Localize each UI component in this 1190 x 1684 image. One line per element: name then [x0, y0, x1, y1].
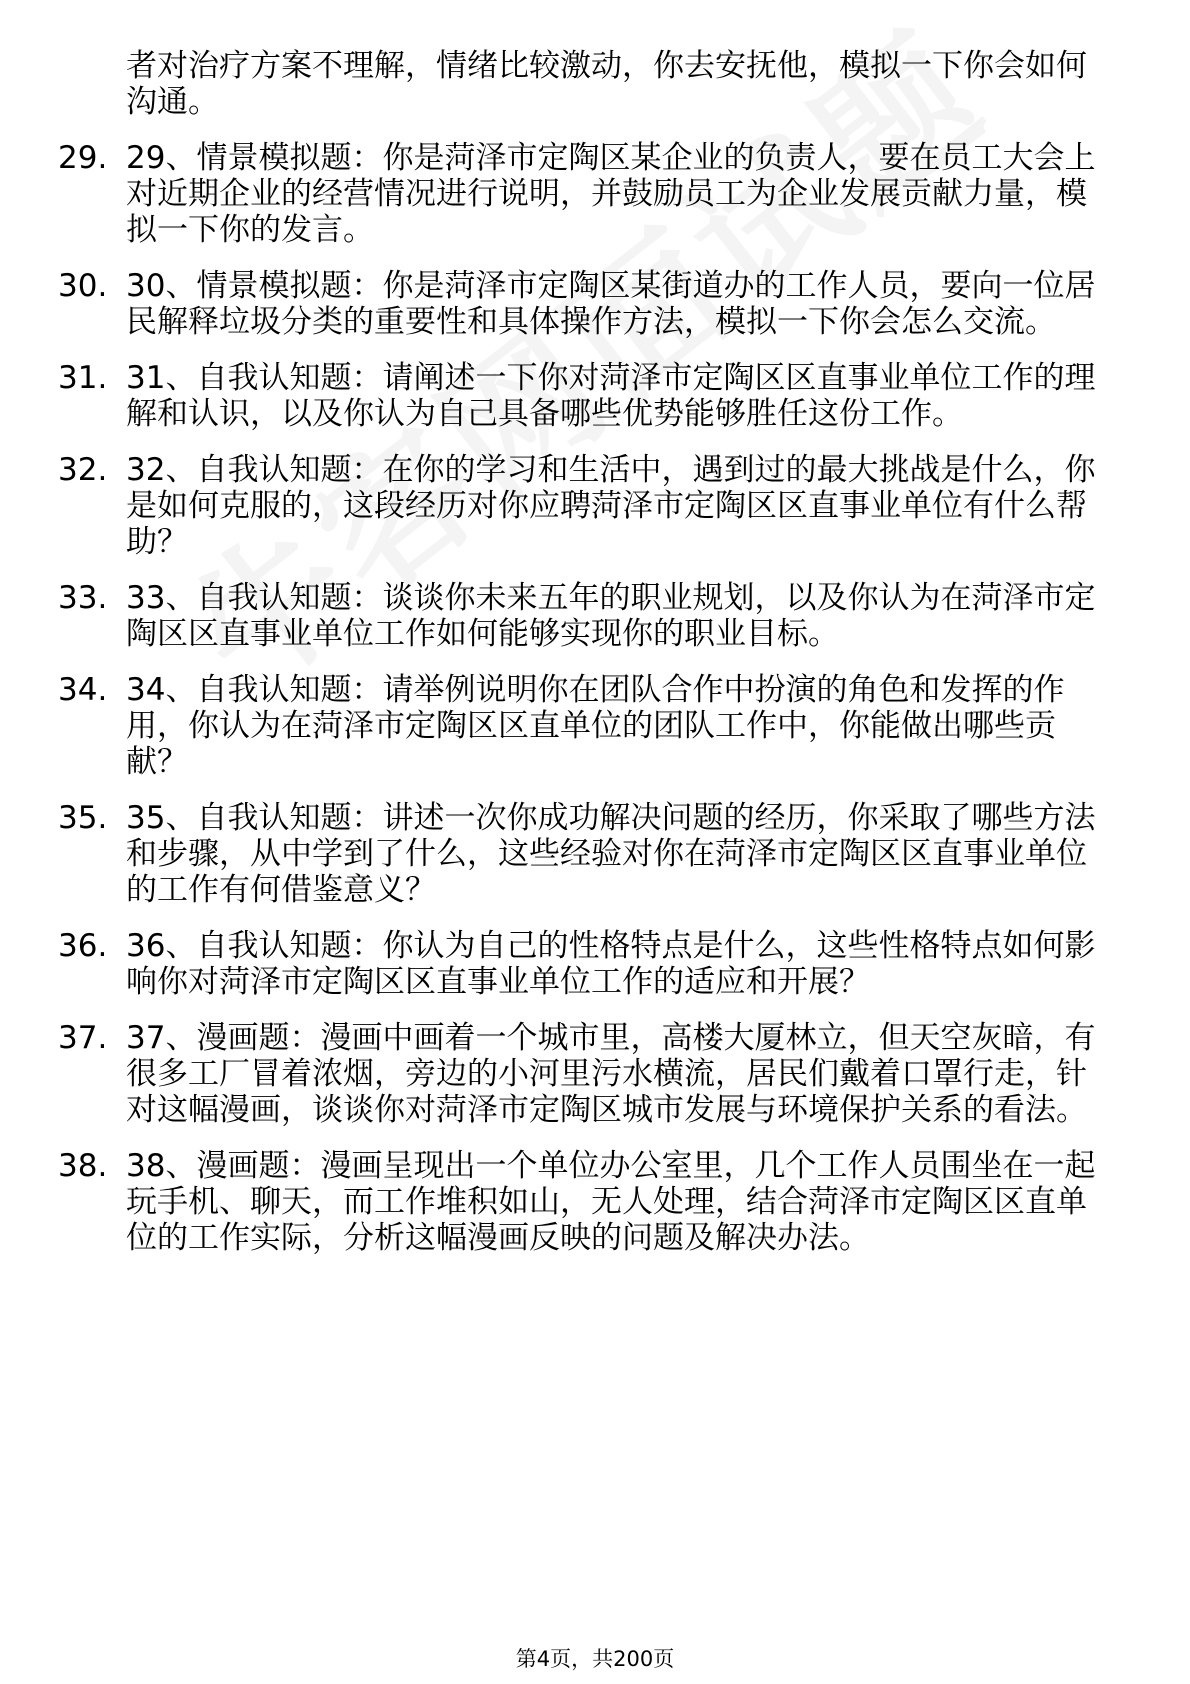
question-number: 37.	[58, 1020, 108, 1056]
question-number: 31.	[58, 360, 108, 396]
question-number: 30.	[58, 268, 108, 304]
question-text: 31、自我认知题：请阐述一下你对菏泽市定陶区区直事业单位工作的理解和认识，以及你认为自己具备哪些优势能够胜任这份工作。	[126, 360, 1096, 432]
question-item	[0, 360, 1108, 432]
question-number: 38.	[58, 1148, 108, 1184]
question-text: 35、自我认知题：讲述一次你成功解决问题的经历，你采取了哪些方法和步骤，从中学到了什么，这些经验对你在菏泽市定陶区区直事业单位的工作有何借鉴意义？	[126, 800, 1096, 908]
page-footer: 第4页，共200页	[515, 1647, 675, 1671]
question-text: 30、情景模拟题：你是菏泽市定陶区某街道办的工作人员，要向一位居民解释垃圾分类的重要性和具体操作方法，模拟一下你会怎么交流。	[126, 268, 1096, 340]
question-item	[0, 1148, 1108, 1256]
question-item	[0, 1020, 1108, 1128]
question-number: 36.	[58, 928, 108, 964]
question-text: 32、自我认知题：在你的学习和生活中，遇到过的最大挑战是什么，你是如何克服的，这段经历对你应聘菏泽市定陶区区直事业单位有什么帮助？	[126, 452, 1096, 560]
question-item	[0, 452, 1108, 560]
question-item	[0, 140, 1108, 248]
question-text: 34、自我认知题：请举例说明你在团队合作中扮演的角色和发挥的作用，你认为在菏泽市定陶区区直单位的团队工作中，你能做出哪些贡献？	[126, 672, 1065, 780]
question-item	[0, 268, 1108, 340]
question-item	[0, 672, 1108, 780]
question-text: 37、漫画题：漫画中画着一个城市里，高楼大厦林立，但天空灰暗，有很多工厂冒着浓烟，旁边的小河里污水横流，居民们戴着口罩行走，针对这幅漫画，谈谈你对菏泽市定陶区城市发展与环境保护关系的看法。	[126, 1020, 1096, 1128]
question-text: 36、自我认知题：你认为自己的性格特点是什么，这些性格特点如何影响你对菏泽市定陶区区直事业单位工作的适应和开展？	[126, 928, 1096, 1000]
question-continued	[0, 48, 1108, 120]
question-number: 32.	[58, 452, 108, 488]
question-number: 33.	[58, 580, 108, 616]
question-text: 者对治疗方案不理解，情绪比较激动，你去安抚他，模拟一下你会如何沟通。	[126, 48, 1087, 120]
question-item	[0, 800, 1108, 908]
question-text: 29、情景模拟题：你是菏泽市定陶区某企业的负责人，要在员工大会上对近期企业的经营情况进行说明，并鼓励员工为企业发展贡献力量，模拟一下你的发言。	[126, 140, 1096, 248]
question-item	[0, 928, 1108, 1000]
question-number: 35.	[58, 800, 108, 836]
question-number: 29.	[58, 140, 108, 176]
question-number: 34.	[58, 672, 108, 708]
question-text: 38、漫画题：漫画呈现出一个单位办公室里，几个工作人员围坐在一起玩手机、聊天，而工作堆积如山，无人处理，结合菏泽市定陶区区直单位的工作实际，分析这幅漫画反映的问题及解决办法。	[126, 1148, 1096, 1256]
question-item	[0, 580, 1108, 652]
question-text: 33、自我认知题：谈谈你未来五年的职业规划，以及你认为在菏泽市定陶区区直事业单位工作如何能够实现你的职业目标。	[126, 580, 1096, 652]
